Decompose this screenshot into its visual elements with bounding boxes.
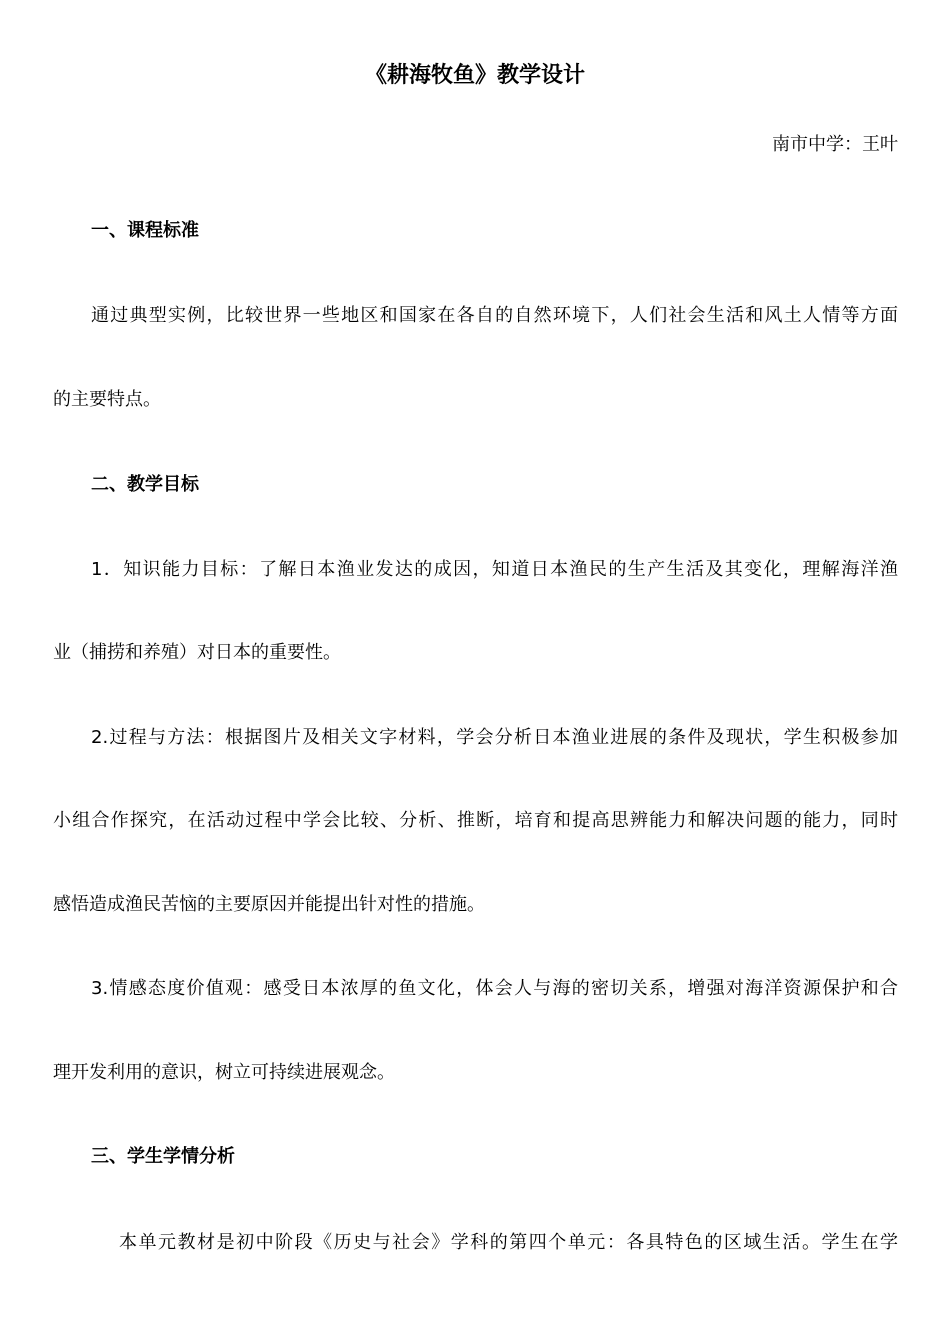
section-heading-curriculum-standard: 一、课程标准	[91, 220, 199, 241]
author-line: 南市中学：王叶	[772, 134, 898, 155]
section-heading-teaching-objectives: 二、教学目标	[91, 474, 199, 495]
paragraph-line: 业（捕捞和养殖）对日本的重要性。	[53, 642, 341, 663]
paragraph-line: 通过典型实例，比较世界一些地区和国家在各自的自然环境下，人们社会生活和风土人情等方面	[91, 305, 898, 326]
paragraph-line: 本单元教材是初中阶段《历史与社会》学科的第四个单元：各具特色的区域生活。学生在学	[119, 1232, 898, 1253]
section-heading-student-analysis: 三、学生学情分析	[91, 1146, 235, 1167]
paragraph-line: 感悟造成渔民苦恼的主要原因并能提出针对性的措施。	[53, 894, 485, 915]
paragraph-line: 3.情感态度价值观：感受日本浓厚的鱼文化，体会人与海的密切关系，增强对海洋资源保护和合	[91, 978, 898, 999]
document-title: 《耕海牧鱼》教学设计	[364, 63, 585, 88]
paragraph-line: 的主要特点。	[53, 389, 161, 410]
paragraph-line: 小组合作探究，在活动过程中学会比较、分析、推断，培育和提高思辨能力和解决问题的能力，同时	[53, 810, 898, 831]
paragraph-line: 2.过程与方法：根据图片及相关文字材料，学会分析日本渔业进展的条件及现状，学生积极参加	[91, 727, 898, 748]
paragraph-line: 理开发利用的意识，树立可持续进展观念。	[53, 1062, 395, 1083]
paragraph-line: 1．知识能力目标：了解日本渔业发达的成因，知道日本渔民的生产生活及其变化，理解海洋渔	[91, 559, 898, 580]
